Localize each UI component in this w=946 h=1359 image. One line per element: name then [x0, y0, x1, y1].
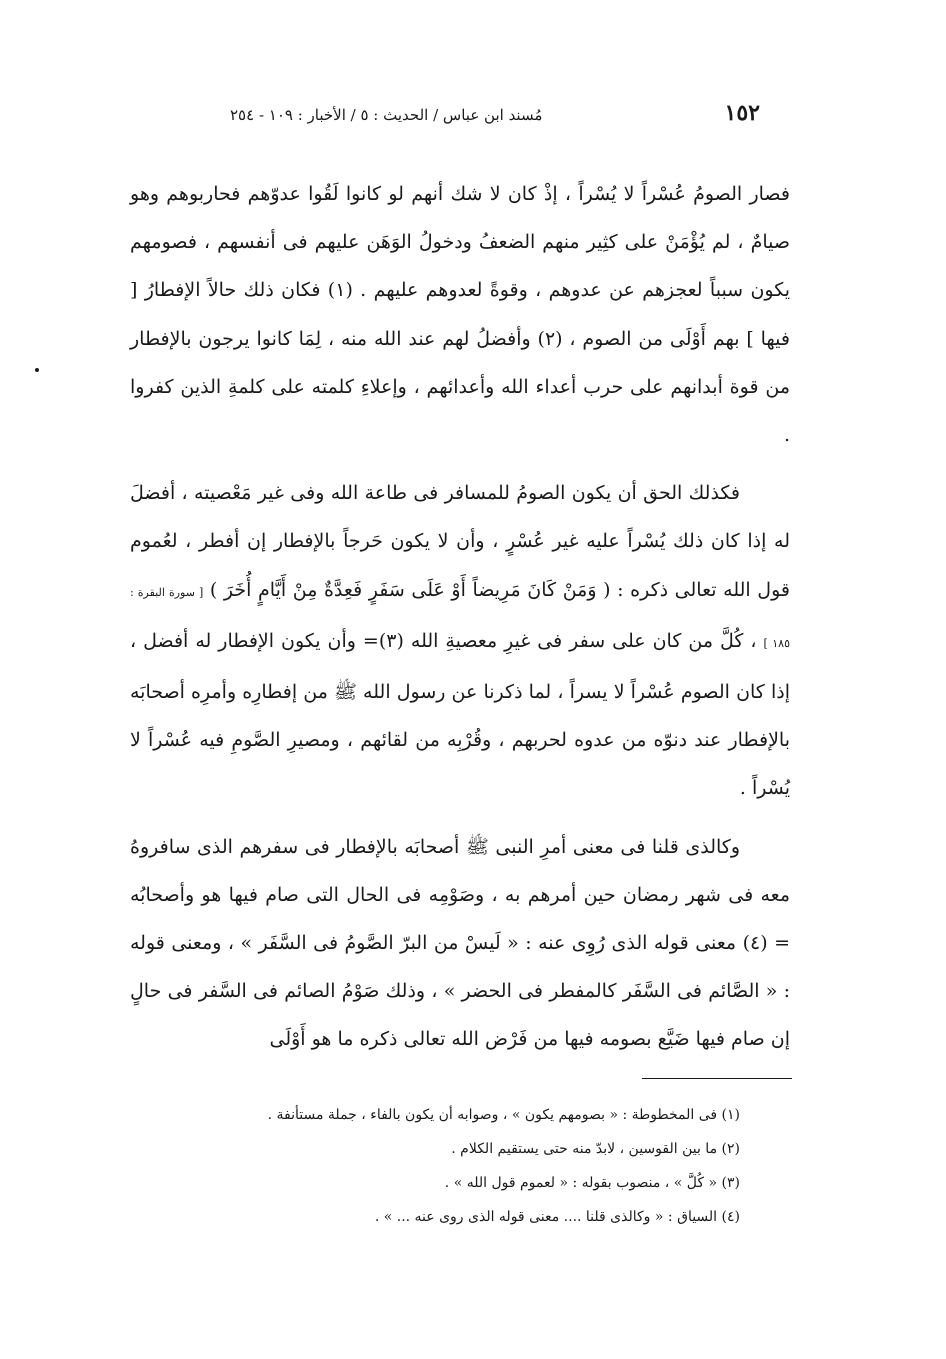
paragraph — [130, 469, 790, 812]
paragraph: وكالذى قلنا فى معنى أمرِ النبى ﷺ أصحابَه بالإفطار فى سفرهم الذى سافروهُ معه فى شهر رمضان حين أمرهم به ، وصَوْمِه فى الحال التى صام فيها هو وأصحابُه = (٤) معنى قوله الذى رُوِى عنه : « لَيسْ من البرّ الصَّومُ فى السَّفَر » ، ومعنى قوله : « الصَّائم فى السَّفَر كالمفطر فى الحضر » ، وذلك صَوْمُ الصائم فى السَّفر فى حالٍ إن صام فيها ضَيَّع بصومه فيها من فَرْض الله تعالى ذكره ما هو أَوْلَى — [130, 835, 790, 1051]
running-head: مُسند ابن عباس / الحديث : ٥ / الأخبار : ١٠٩ - ٢٥٤ — [230, 106, 543, 124]
page-header — [230, 100, 760, 134]
footnote: (٣) « كُلَّ » ، منصوب بقوله : « لعموم قول الله » . — [444, 1175, 740, 1191]
footnote: (٢) ما بين القوسين ، لابدّ منه حتى يستقيم الكلام . — [451, 1141, 740, 1157]
margin-dot — [35, 368, 39, 372]
page-number: ١٥٢ — [724, 100, 760, 126]
paragraph-text: ، كُلَّ من كان على سفر فى غيرِ معصيةِ الله (٣)= وأن يكون الإفطار له أفضل ، إذا كان الصوم عُسْراً لا يسراً ، لما ذكرنا عن رسول الله ﷺ من إفطارِه وأمرِه أصحابَه بالإفطار عند دنوّه من عدوه لحربهم ، وقُرْبِه من لقائهم ، ومصيرِ الصَّومِ فيه عُسْراً لا يُسْراً . — [130, 629, 790, 800]
paragraph-text: فكذلك الحق أن يكون الصومُ للمسافر فى طاعة الله وفى غير مَعْصيته ، أفضلَ له إذا كان ذلك يُسْراً عليه غير عُسْرٍ ، وأن لا يكون حَرجاً بالإفطار إن أفطر ، لعُموم قول الله تعالى ذكره : ( وَمَنْ كَانَ مَرِيضاً أَوْ عَلَى سَفَرٍ فَعِدَّةٌ مِنْ أَيَّامٍ أُخَرَ ) — [130, 482, 790, 601]
footnote: (١) فى المخطوطة : « بصومهم يكون » ، وصوابه أن يكون بالفاء ، جملة مستأنفة . — [267, 1107, 740, 1123]
footnotes — [180, 1098, 740, 1234]
footnote: (٤) السياق : « وكالذى قلنا .... معنى قوله الذى روى عنه ... » . — [374, 1209, 740, 1225]
quran-reference: [ سورة البقرة : ١٨٥ ] — [130, 585, 790, 650]
footnote-separator — [642, 1078, 792, 1079]
paragraph: فصار الصومُ عُسْراً لا يُسْراً ، إذْ كان لا شك أنهم لو كانوا لَقُوا عدوّهم فحاربوهم وهو صيامٌ ، لم يُؤْمَنْ على كثِير منهم الضعفُ ودخولُ الوَهَن عليهم فى أنفسهم ، فصومهم يكون سبباً لعجزهم عن عدوهم ، وقوةً لعدوهم عليهم . (١) فكان ذلك حالاً الإفطارُ [ فيها ] بهم أَوْلَى من الصوم ، (٢) وأفضلُ لهم عند الله منه ، لِمَا كانوا يرجون بالإفطار من قوة أبدانهم على حرب أعداء الله وأعدائهم ، وإعلاءِ كلمته على كلمةِ الذين كفروا . — [130, 183, 790, 447]
main-text — [130, 170, 790, 1074]
